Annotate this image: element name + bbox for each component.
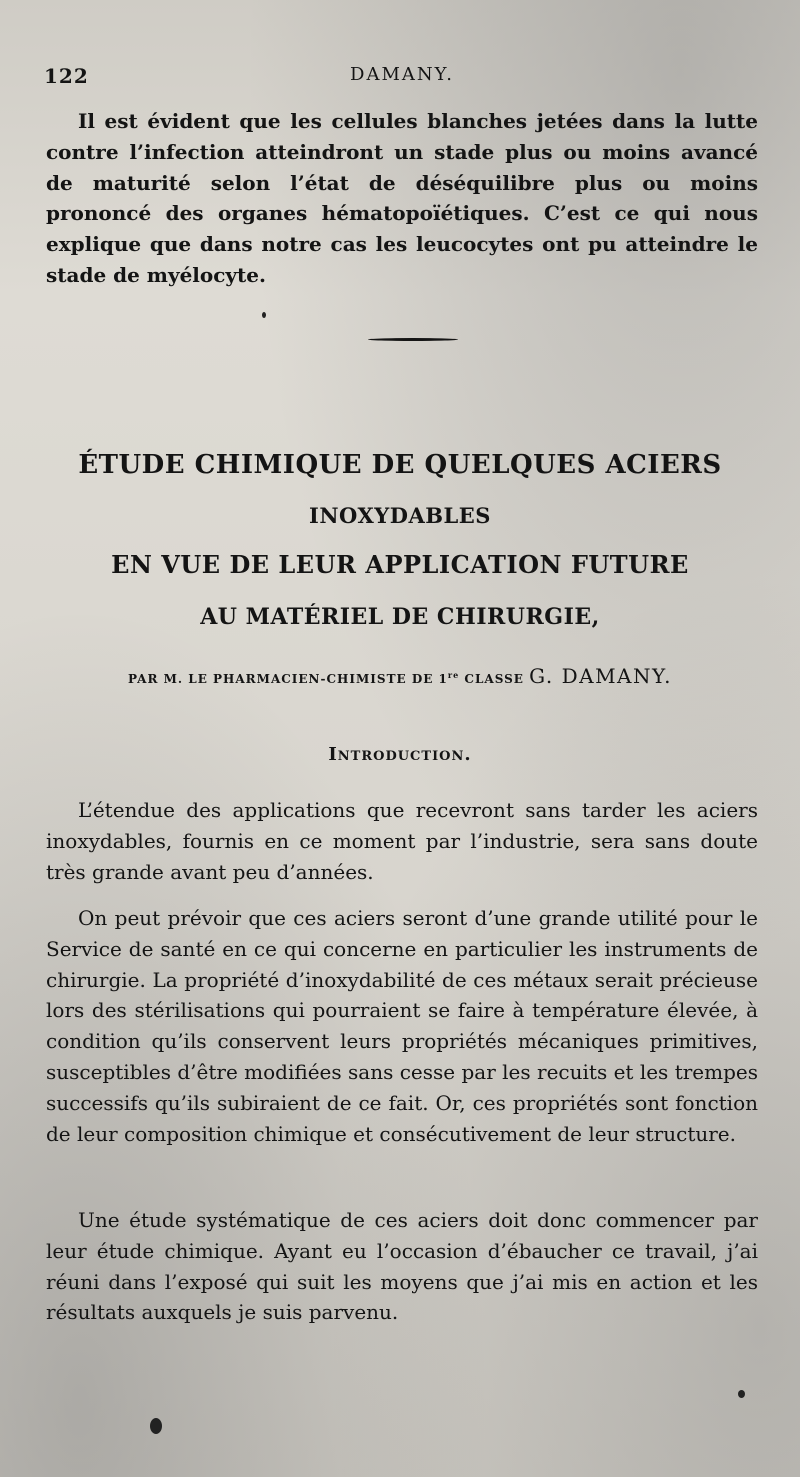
byline-ordinal-superscript: re (447, 670, 460, 680)
article-title-line-3: EN VUE DE LEUR APPLICATION FUTURE (111, 550, 689, 579)
running-head: DAMANY. (350, 64, 454, 85)
article-title-line-4: AU MATÉRIEL DE CHIRURGIE, (200, 604, 600, 630)
body-paragraph-1: L’étendue des applications que recevront sans tarder les aciers inoxydables, fournis en ce moment par l’industrie, sera sans doute très grande avant peu d’années. (46, 798, 758, 884)
scan-speck (262, 312, 266, 318)
body-paragraph-3: Une étude systématique de ces aciers doit donc commencer par leur étude chimique. Ayant eu l’occasion d’ébaucher ce travail, j’ai réuni dans l’exposé qui suit les moyens que j’ai mis en action et les résultats auxquels je suis parvenu. (46, 1208, 758, 1325)
article-title-line-2: INOXYDABLES (309, 503, 491, 528)
article-title-line-1: ÉTUDE CHIMIQUE DE QUELQUES ACIERS (78, 450, 722, 480)
section-heading-introduction: Introduction. (328, 744, 472, 765)
article-byline (40, 664, 760, 688)
previous-article-paragraph: Il est évident que les cellules blanches jetées dans la lutte contre l’infection atteindront un stade plus ou moins avancé de maturité selon l’état de déséquilibre plus ou moins prononcé des organes hématopoïétiques. C’est ce qui nous explique que dans notre cas les leucocytes ont pu atteindre le stade de myélocyte. (46, 109, 758, 287)
page-header (44, 64, 760, 92)
byline-author: G. DAMANY. (529, 664, 672, 688)
byline-class: CLASSE (459, 672, 530, 686)
page-number: 122 (44, 64, 89, 88)
section-divider-rule (368, 338, 458, 341)
byline-prefix: PAR M. LE PHARMACIEN-CHIMISTE DE 1 (128, 672, 448, 686)
scan-speck (150, 1418, 162, 1434)
scan-speck (738, 1390, 745, 1398)
body-paragraph-2: On peut prévoir que ces aciers seront d’une grande utilité pour le Service de santé en ce qui concerne en particulier les instruments de chirurgie. La propriété d’inoxydabilité de ces métaux serait précieuse lors des stérilisations qui pourraient se faire à température élevée, à condition qu’ils conservent leurs propriétés mécaniques primitives, susceptibles d’être modifiées sans cesse par les recuits et les trempes successifs qu’ils subiraient de ce fait. Or, ces propriétés sont fonction de leur composition chimique et consécutivement de leur structure. (46, 906, 758, 1146)
